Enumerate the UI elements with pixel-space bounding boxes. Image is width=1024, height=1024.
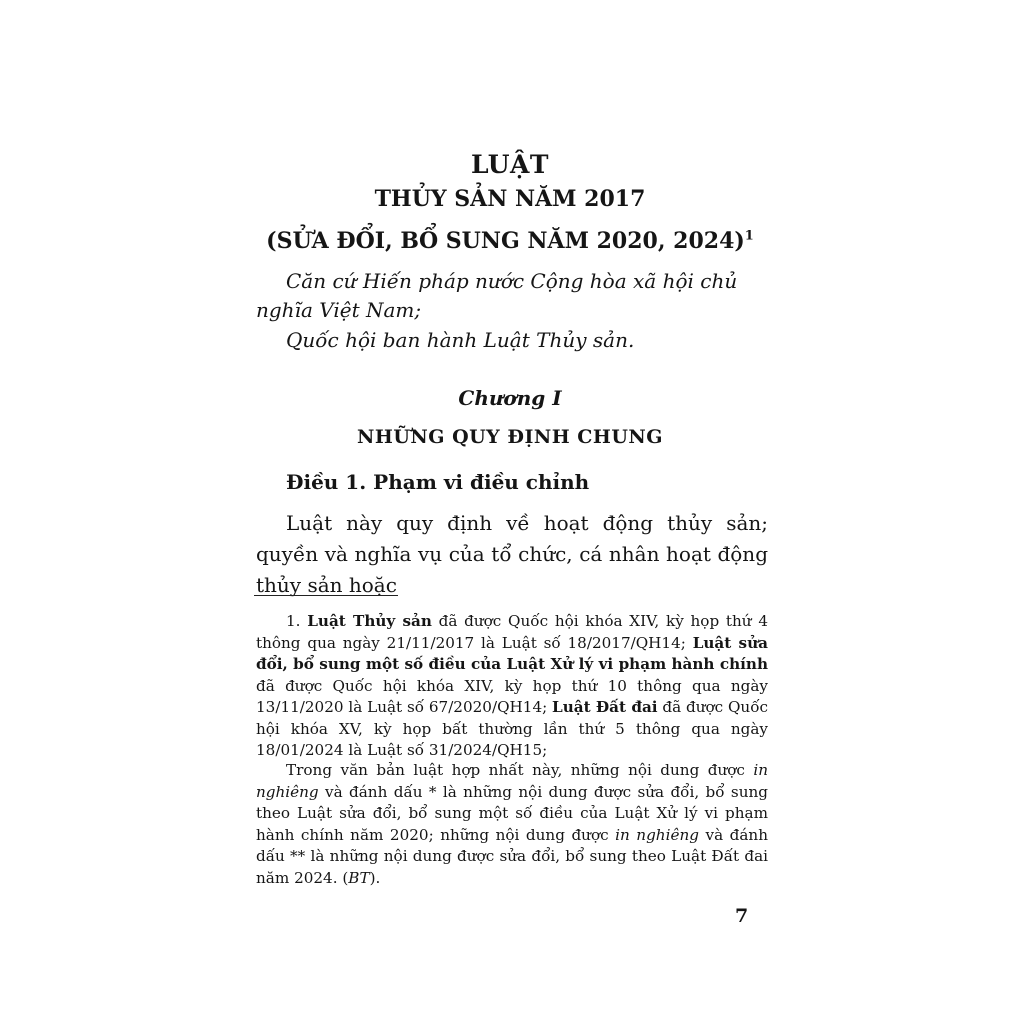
page-number: 7 bbox=[735, 905, 749, 927]
amendment-title-text: (SỬA ĐỔI, BỔ SUNG NĂM 2020, 2024) bbox=[266, 228, 745, 254]
footnote-2-part: và đánh dấu * là những nội dung được sửa đổi, bổ sung theo Luật sửa đổi, bổ sung một số điều của Luật Xử lý vi phạm hành chính năm 2020; những nội dung được bbox=[256, 782, 768, 844]
preamble-basis: Căn cứ Hiến pháp nước Cộng hòa xã hội chủ nghĩa Việt Nam; bbox=[256, 269, 738, 322]
chapter-heading: Chương I bbox=[458, 386, 562, 410]
footnote-1-part: đã được Quốc hội khóa XIV, kỳ họp thứ 4 thông qua ngày 21/11/2017 là Luật số 18/2017/QH14; bbox=[256, 612, 768, 652]
footnote-2-italic: in nghiêng bbox=[256, 761, 768, 801]
footnote-1-part: 1. bbox=[286, 612, 308, 630]
footnote-1 bbox=[256, 611, 768, 762]
footnote-1-law-name: Luật Đất đai bbox=[552, 698, 658, 716]
footnote-divider bbox=[254, 595, 398, 596]
footnote-2-part: và đánh dấu ** là những nội dung được sửa đổi, bổ sung theo Luật Đất đai năm 2024. ( bbox=[256, 825, 768, 887]
footnote-2-part: Trong văn bản luật hợp nhất này, những nội dung được bbox=[286, 761, 754, 779]
footnote-2 bbox=[256, 760, 768, 889]
law-title: LUẬT bbox=[470, 150, 549, 179]
article-text: Luật này quy định về hoạt động thủy sản; quyền và nghĩa vụ của tổ chức, cá nhân hoạt động thủy sản hoặc bbox=[256, 511, 768, 597]
footnote-1-part: đã được Quốc hội khóa XIV, kỳ họp thứ 10 thông qua ngày 13/11/2020 là Luật số 67/2020/QH14; bbox=[256, 676, 768, 716]
footnote-2-italic: in nghiêng bbox=[615, 825, 699, 844]
law-amendment-title bbox=[254, 228, 766, 254]
footnote-1-law-name: Luật Thủy sản bbox=[307, 612, 432, 630]
footnote-2-italic: BT bbox=[348, 868, 370, 887]
article-heading: Điều 1. Phạm vi điều chỉnh bbox=[286, 470, 590, 494]
law-subtitle: THỦY SẢN NĂM 2017 bbox=[374, 186, 646, 212]
footnote-1-law-name: Luật sửa đổi, bổ sung một số điều của Luật Xử lý vi phạm hành chính bbox=[256, 633, 768, 673]
footnote-1-part: đã được Quốc hội khóa XV, kỳ họp bất thường lần thứ 5 thông qua ngày 18/01/2024 là Luật số 31/2024/QH15; bbox=[256, 698, 769, 759]
footnote-mark: 1 bbox=[744, 228, 754, 244]
preamble-enactment: Quốc hội ban hành Luật Thủy sản. bbox=[286, 328, 635, 352]
footnote-2-part: ). bbox=[369, 868, 381, 887]
chapter-title: NHỮNG QUY ĐỊNH CHUNG bbox=[356, 426, 664, 448]
